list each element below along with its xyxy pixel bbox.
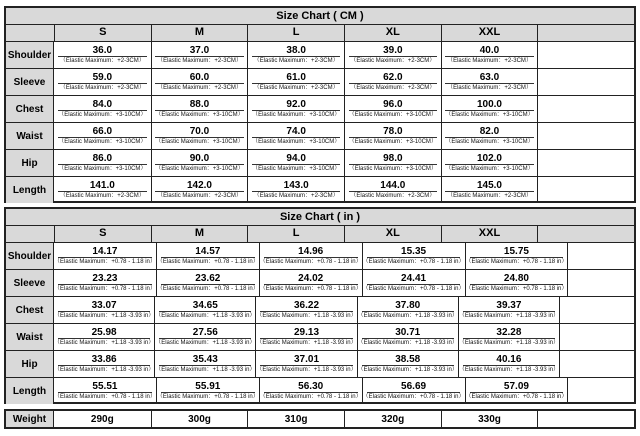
measurement-value: 59.0 bbox=[92, 72, 113, 83]
elastic-note: （Elastic Maximum：+0.78 - 1.18 in） bbox=[259, 394, 362, 400]
measurement-cell bbox=[247, 69, 344, 95]
measurement-cell bbox=[344, 123, 441, 149]
measurement-value: 39.0 bbox=[383, 45, 403, 56]
measurement-value: 24.41 bbox=[401, 273, 427, 284]
measurement-value: 14.17 bbox=[92, 246, 118, 257]
elastic-note: （Elastic Maximum：+3-10CM） bbox=[445, 139, 534, 145]
measurement-cell bbox=[54, 243, 156, 269]
weight-label: Weight bbox=[6, 411, 54, 427]
size-header: S bbox=[54, 226, 151, 242]
size-chart-cm-title: Size Chart ( CM ) bbox=[6, 8, 634, 25]
measurement-value: 14.57 bbox=[195, 246, 221, 257]
measurement-cell-spacer bbox=[559, 351, 634, 377]
size-header: L bbox=[247, 226, 344, 242]
elastic-note: （Elastic Maximum：+2-3CM） bbox=[447, 58, 532, 64]
measurement-cell bbox=[362, 243, 465, 269]
elastic-note: （Elastic Maximum：+1.18 -3.93 in） bbox=[155, 313, 256, 319]
weight-value: 300g bbox=[188, 413, 211, 425]
elastic-note: （Elastic Maximum：+2-3CM） bbox=[253, 58, 339, 64]
weight-cell bbox=[344, 411, 441, 427]
measurement-cell bbox=[441, 69, 538, 95]
measurement-cell bbox=[54, 69, 151, 95]
measurement-cell bbox=[54, 42, 151, 68]
measurement-cell bbox=[441, 42, 538, 68]
size-chart-cm-body bbox=[6, 42, 634, 203]
elastic-note: （Elastic Maximum：+0.78 - 1.18 in） bbox=[54, 394, 156, 400]
size-header: M bbox=[151, 25, 248, 41]
measurement-value: 98.0 bbox=[383, 153, 403, 164]
elastic-note: （Elastic Maximum：+1.18 -3.93 in） bbox=[256, 340, 357, 346]
measurement-value: 86.0 bbox=[92, 153, 113, 164]
measurement-value: 23.23 bbox=[92, 273, 118, 284]
measurement-cell bbox=[441, 123, 538, 149]
header-corner bbox=[6, 25, 54, 41]
measurement-label: Sleeve bbox=[6, 69, 54, 95]
measurement-cell bbox=[154, 351, 255, 377]
measurement-row bbox=[6, 149, 634, 176]
elastic-note: （Elastic Maximum：+1.18 -3.93 in） bbox=[256, 313, 357, 319]
measurement-value: 60.0 bbox=[189, 72, 210, 83]
elastic-note: （Elastic Maximum：+1.18 -3.93 in） bbox=[155, 340, 256, 346]
elastic-note: （Elastic Maximum：+2-3CM） bbox=[59, 58, 145, 64]
measurement-value: 30.71 bbox=[395, 327, 421, 338]
elastic-note: （Elastic Maximum：+2-3CM） bbox=[157, 85, 242, 91]
measurement-cell bbox=[247, 123, 344, 149]
elastic-note: （Elastic Maximum：+0.78 - 1.18 in） bbox=[259, 286, 362, 292]
measurement-cell bbox=[54, 123, 151, 149]
measurement-cell bbox=[54, 378, 156, 404]
elastic-note: （Elastic Maximum：+1.18 -3.93 in） bbox=[357, 313, 458, 319]
elastic-note: （Elastic Maximum：+1.18 -3.93 in） bbox=[458, 313, 560, 319]
measurement-value: 15.35 bbox=[401, 246, 427, 257]
elastic-note: （Elastic Maximum：+1.18 -3.93 in） bbox=[458, 340, 560, 346]
measurement-cell bbox=[344, 42, 441, 68]
measurement-cell-spacer bbox=[567, 270, 634, 296]
measurement-cell bbox=[357, 351, 458, 377]
elastic-note: （Elastic Maximum：+1.18 -3.93 in） bbox=[357, 367, 458, 373]
measurement-cell bbox=[247, 96, 344, 122]
elastic-note: （Elastic Maximum：+0.78 - 1.18 in） bbox=[362, 394, 465, 400]
measurement-cell bbox=[151, 177, 248, 203]
size-chart-inch-body bbox=[6, 243, 634, 404]
measurement-value: 14.96 bbox=[298, 246, 324, 257]
size-chart-inch-header bbox=[6, 226, 634, 243]
elastic-note: （Elastic Maximum：+0.78 - 1.18 in） bbox=[156, 259, 259, 265]
measurement-value: 32.28 bbox=[496, 327, 522, 338]
measurement-value: 57.09 bbox=[503, 381, 529, 392]
weight-value: 320g bbox=[381, 413, 405, 425]
measurement-value: 56.30 bbox=[298, 381, 324, 392]
elastic-note: （Elastic Maximum：+3-10CM） bbox=[252, 112, 341, 118]
weight-cell bbox=[247, 411, 344, 427]
elastic-note: （Elastic Maximum：+3-10CM） bbox=[445, 166, 534, 172]
measurement-cell bbox=[465, 243, 568, 269]
elastic-note: （Elastic Maximum：+0.78 - 1.18 in） bbox=[259, 259, 362, 265]
measurement-value: 61.0 bbox=[286, 72, 306, 83]
size-header: M bbox=[151, 226, 248, 242]
measurement-label: Sleeve bbox=[6, 270, 54, 296]
measurement-value: 62.0 bbox=[383, 72, 403, 83]
measurement-cell bbox=[465, 270, 568, 296]
measurement-cell bbox=[151, 123, 248, 149]
size-header: XL bbox=[344, 25, 441, 41]
measurement-cell bbox=[344, 150, 441, 176]
measurement-value: 92.0 bbox=[286, 99, 306, 110]
measurement-row bbox=[6, 350, 634, 377]
measurement-cell-spacer bbox=[537, 123, 634, 149]
elastic-note: （Elastic Maximum：+3-10CM） bbox=[155, 139, 244, 145]
elastic-note: （Elastic Maximum：+2-3CM） bbox=[157, 58, 242, 64]
weight-value: 330g bbox=[478, 413, 501, 425]
measurement-value: 38.0 bbox=[286, 45, 306, 56]
elastic-note: （Elastic Maximum：+2-3CM） bbox=[59, 193, 145, 199]
size-header: S bbox=[54, 25, 151, 41]
elastic-note: （Elastic Maximum：+3-10CM） bbox=[58, 112, 147, 118]
measurement-cell bbox=[54, 324, 154, 350]
elastic-note: （Elastic Maximum：+1.18 -3.93 in） bbox=[155, 367, 256, 373]
measurement-value: 40.16 bbox=[496, 354, 522, 365]
weight-cell bbox=[151, 411, 248, 427]
measurement-cell bbox=[458, 297, 559, 323]
measurement-value: 23.62 bbox=[195, 273, 221, 284]
elastic-note: （Elastic Maximum：+0.78 - 1.18 in） bbox=[465, 394, 568, 400]
size-header: L bbox=[247, 25, 344, 41]
measurement-cell bbox=[255, 351, 356, 377]
measurement-row bbox=[6, 243, 634, 269]
measurement-value: 82.0 bbox=[479, 126, 500, 137]
measurement-cell bbox=[247, 42, 344, 68]
measurement-label: Waist bbox=[6, 123, 54, 149]
measurement-value: 102.0 bbox=[476, 153, 502, 164]
measurement-value: 35.43 bbox=[192, 354, 218, 365]
elastic-note: （Elastic Maximum：+3-10CM） bbox=[58, 166, 147, 172]
measurement-value: 141.0 bbox=[89, 180, 115, 191]
measurement-cell-spacer bbox=[537, 69, 634, 95]
measurement-cell bbox=[54, 150, 151, 176]
measurement-cell-spacer bbox=[567, 378, 634, 404]
measurement-row bbox=[6, 323, 634, 350]
measurement-value: 37.0 bbox=[189, 45, 210, 56]
header-corner bbox=[6, 226, 54, 242]
measurement-label: Waist bbox=[6, 324, 54, 350]
header-spacer bbox=[537, 226, 634, 242]
measurement-cell bbox=[54, 96, 151, 122]
measurement-row bbox=[6, 176, 634, 203]
elastic-note: （Elastic Maximum：+3-10CM） bbox=[155, 166, 244, 172]
measurement-cell-spacer bbox=[537, 177, 634, 203]
measurement-cell bbox=[154, 297, 255, 323]
elastic-note: （Elastic Maximum：+2-3CM） bbox=[350, 58, 436, 64]
elastic-note: （Elastic Maximum：+1.18 -3.93 in） bbox=[54, 367, 155, 373]
elastic-note: （Elastic Maximum：+2-3CM） bbox=[253, 193, 339, 199]
measurement-cell bbox=[255, 297, 356, 323]
weight-cell-spacer bbox=[537, 411, 634, 427]
measurement-cell bbox=[357, 297, 458, 323]
elastic-note: （Elastic Maximum：+2-3CM） bbox=[59, 85, 145, 91]
elastic-note: （Elastic Maximum：+1.18 -3.93 in） bbox=[54, 340, 155, 346]
measurement-value: 55.91 bbox=[195, 381, 221, 392]
measurement-label: Shoulder bbox=[6, 243, 54, 269]
measurement-value: 145.0 bbox=[476, 180, 502, 191]
weight-row bbox=[4, 409, 636, 429]
elastic-note: （Elastic Maximum：+3-10CM） bbox=[252, 166, 341, 172]
elastic-note: （Elastic Maximum：+2-3CM） bbox=[253, 85, 339, 91]
measurement-label: Chest bbox=[6, 96, 54, 122]
measurement-label: Hip bbox=[6, 351, 54, 377]
size-chart-inch-title: Size Chart ( in ) bbox=[6, 209, 634, 226]
measurement-cell bbox=[156, 243, 259, 269]
weight-value: 290g bbox=[90, 413, 114, 425]
measurement-row bbox=[6, 42, 634, 68]
measurement-value: 37.80 bbox=[395, 300, 421, 311]
measurement-value: 100.0 bbox=[476, 99, 502, 110]
measurement-value: 24.80 bbox=[503, 273, 529, 284]
measurement-cell bbox=[156, 378, 259, 404]
measurement-value: 36.22 bbox=[293, 300, 320, 311]
elastic-note: （Elastic Maximum：+0.78 - 1.18 in） bbox=[54, 286, 156, 292]
elastic-note: （Elastic Maximum：+2-3CM） bbox=[350, 193, 436, 199]
size-header: XXL bbox=[441, 226, 538, 242]
measurement-value: 88.0 bbox=[189, 99, 210, 110]
measurement-row bbox=[6, 296, 634, 323]
size-header: XXL bbox=[441, 25, 538, 41]
measurement-cell bbox=[357, 324, 458, 350]
measurement-value: 144.0 bbox=[380, 180, 406, 191]
measurement-cell bbox=[54, 297, 154, 323]
measurement-cell bbox=[458, 351, 559, 377]
measurement-value: 74.0 bbox=[286, 126, 306, 137]
measurement-row bbox=[6, 68, 634, 95]
elastic-note: （Elastic Maximum：+3-10CM） bbox=[155, 112, 244, 118]
weight-cell bbox=[54, 411, 151, 427]
measurement-value: 27.56 bbox=[192, 327, 218, 338]
elastic-note: （Elastic Maximum：+1.18 -3.93 in） bbox=[458, 367, 560, 373]
measurement-value: 24.02 bbox=[298, 273, 324, 284]
measurement-label: Length bbox=[6, 378, 54, 404]
measurement-label: Shoulder bbox=[6, 42, 54, 68]
measurement-value: 142.0 bbox=[186, 180, 212, 191]
elastic-note: （Elastic Maximum：+3-10CM） bbox=[348, 166, 437, 172]
measurement-value: 29.13 bbox=[293, 327, 320, 338]
measurement-cell bbox=[151, 150, 248, 176]
size-header: XL bbox=[344, 226, 441, 242]
measurement-value: 63.0 bbox=[479, 72, 500, 83]
weight-value: 310g bbox=[284, 413, 308, 425]
measurement-value: 37.01 bbox=[293, 354, 320, 365]
elastic-note: （Elastic Maximum：+0.78 - 1.18 in） bbox=[156, 394, 259, 400]
measurement-cell bbox=[441, 177, 538, 203]
measurement-cell bbox=[54, 177, 151, 203]
measurement-cell bbox=[465, 378, 568, 404]
header-spacer bbox=[537, 25, 634, 41]
measurement-value: 70.0 bbox=[189, 126, 210, 137]
elastic-note: （Elastic Maximum：+2-3CM） bbox=[447, 85, 532, 91]
measurement-cell bbox=[362, 270, 465, 296]
measurement-cell-spacer bbox=[537, 42, 634, 68]
measurement-value: 94.0 bbox=[286, 153, 306, 164]
measurement-value: 56.69 bbox=[401, 381, 427, 392]
measurement-value: 55.51 bbox=[92, 381, 118, 392]
elastic-note: （Elastic Maximum：+3-10CM） bbox=[348, 112, 437, 118]
measurement-label: Chest bbox=[6, 297, 54, 323]
measurement-row bbox=[6, 122, 634, 149]
measurement-row bbox=[6, 95, 634, 122]
measurement-cell bbox=[255, 324, 356, 350]
measurement-value: 143.0 bbox=[283, 180, 309, 191]
measurement-cell bbox=[151, 69, 248, 95]
measurement-value: 34.65 bbox=[192, 300, 218, 311]
elastic-note: （Elastic Maximum：+2-3CM） bbox=[447, 193, 532, 199]
measurement-value: 25.98 bbox=[91, 327, 117, 338]
measurement-value: 33.07 bbox=[91, 300, 117, 311]
elastic-note: （Elastic Maximum：+0.78 - 1.18 in） bbox=[54, 259, 156, 265]
measurement-value: 15.75 bbox=[503, 246, 529, 257]
measurement-cell bbox=[247, 177, 344, 203]
measurement-value: 39.37 bbox=[496, 300, 522, 311]
measurement-cell bbox=[151, 42, 248, 68]
elastic-note: （Elastic Maximum：+0.78 - 1.18 in） bbox=[156, 286, 259, 292]
measurement-cell-spacer bbox=[567, 243, 634, 269]
measurement-value: 84.0 bbox=[92, 99, 113, 110]
measurement-cell bbox=[458, 324, 559, 350]
elastic-note: （Elastic Maximum：+1.18 -3.93 in） bbox=[54, 313, 155, 319]
measurement-cell bbox=[259, 378, 362, 404]
measurement-cell bbox=[344, 177, 441, 203]
elastic-note: （Elastic Maximum：+0.78 - 1.18 in） bbox=[465, 286, 568, 292]
elastic-note: （Elastic Maximum：+3-10CM） bbox=[348, 139, 437, 145]
elastic-note: （Elastic Maximum：+3-10CM） bbox=[445, 112, 534, 118]
measurement-row bbox=[6, 269, 634, 296]
elastic-note: （Elastic Maximum：+0.78 - 1.18 in） bbox=[465, 259, 568, 265]
measurement-value: 33.86 bbox=[91, 354, 117, 365]
elastic-note: （Elastic Maximum：+3-10CM） bbox=[58, 139, 147, 145]
elastic-note: （Elastic Maximum：+2-3CM） bbox=[157, 193, 242, 199]
measurement-row bbox=[6, 377, 634, 404]
measurement-label: Length bbox=[6, 177, 54, 203]
measurement-value: 90.0 bbox=[189, 153, 210, 164]
elastic-note: （Elastic Maximum：+3-10CM） bbox=[252, 139, 341, 145]
measurement-cell bbox=[362, 378, 465, 404]
measurement-cell bbox=[441, 96, 538, 122]
measurement-cell bbox=[154, 324, 255, 350]
measurement-cell bbox=[259, 243, 362, 269]
elastic-note: （Elastic Maximum：+1.18 -3.93 in） bbox=[357, 340, 458, 346]
measurement-value: 38.58 bbox=[395, 354, 421, 365]
measurement-cell bbox=[441, 150, 538, 176]
measurement-value: 96.0 bbox=[383, 99, 403, 110]
elastic-note: （Elastic Maximum：+2-3CM） bbox=[350, 85, 436, 91]
measurement-cell bbox=[54, 270, 156, 296]
measurement-value: 40.0 bbox=[479, 45, 500, 56]
elastic-note: （Elastic Maximum：+1.18 -3.93 in） bbox=[256, 367, 357, 373]
weight-cell bbox=[441, 411, 538, 427]
measurement-cell bbox=[151, 96, 248, 122]
measurement-cell bbox=[156, 270, 259, 296]
size-chart-cm-header bbox=[6, 25, 634, 42]
measurement-cell bbox=[344, 96, 441, 122]
measurement-label: Hip bbox=[6, 150, 54, 176]
measurement-cell-spacer bbox=[559, 324, 634, 350]
measurement-value: 78.0 bbox=[383, 126, 403, 137]
measurement-value: 36.0 bbox=[92, 45, 113, 56]
measurement-cell bbox=[54, 351, 154, 377]
size-chart-inch bbox=[4, 207, 636, 404]
measurement-cell-spacer bbox=[537, 96, 634, 122]
measurement-cell bbox=[247, 150, 344, 176]
elastic-note: （Elastic Maximum：+0.78 - 1.18 in） bbox=[362, 286, 465, 292]
elastic-note: （Elastic Maximum：+0.78 - 1.18 in） bbox=[362, 259, 465, 265]
measurement-cell bbox=[344, 69, 441, 95]
measurement-cell bbox=[259, 270, 362, 296]
measurement-value: 66.0 bbox=[92, 126, 113, 137]
measurement-cell-spacer bbox=[559, 297, 634, 323]
measurement-cell-spacer bbox=[537, 150, 634, 176]
size-chart-cm bbox=[4, 6, 636, 203]
